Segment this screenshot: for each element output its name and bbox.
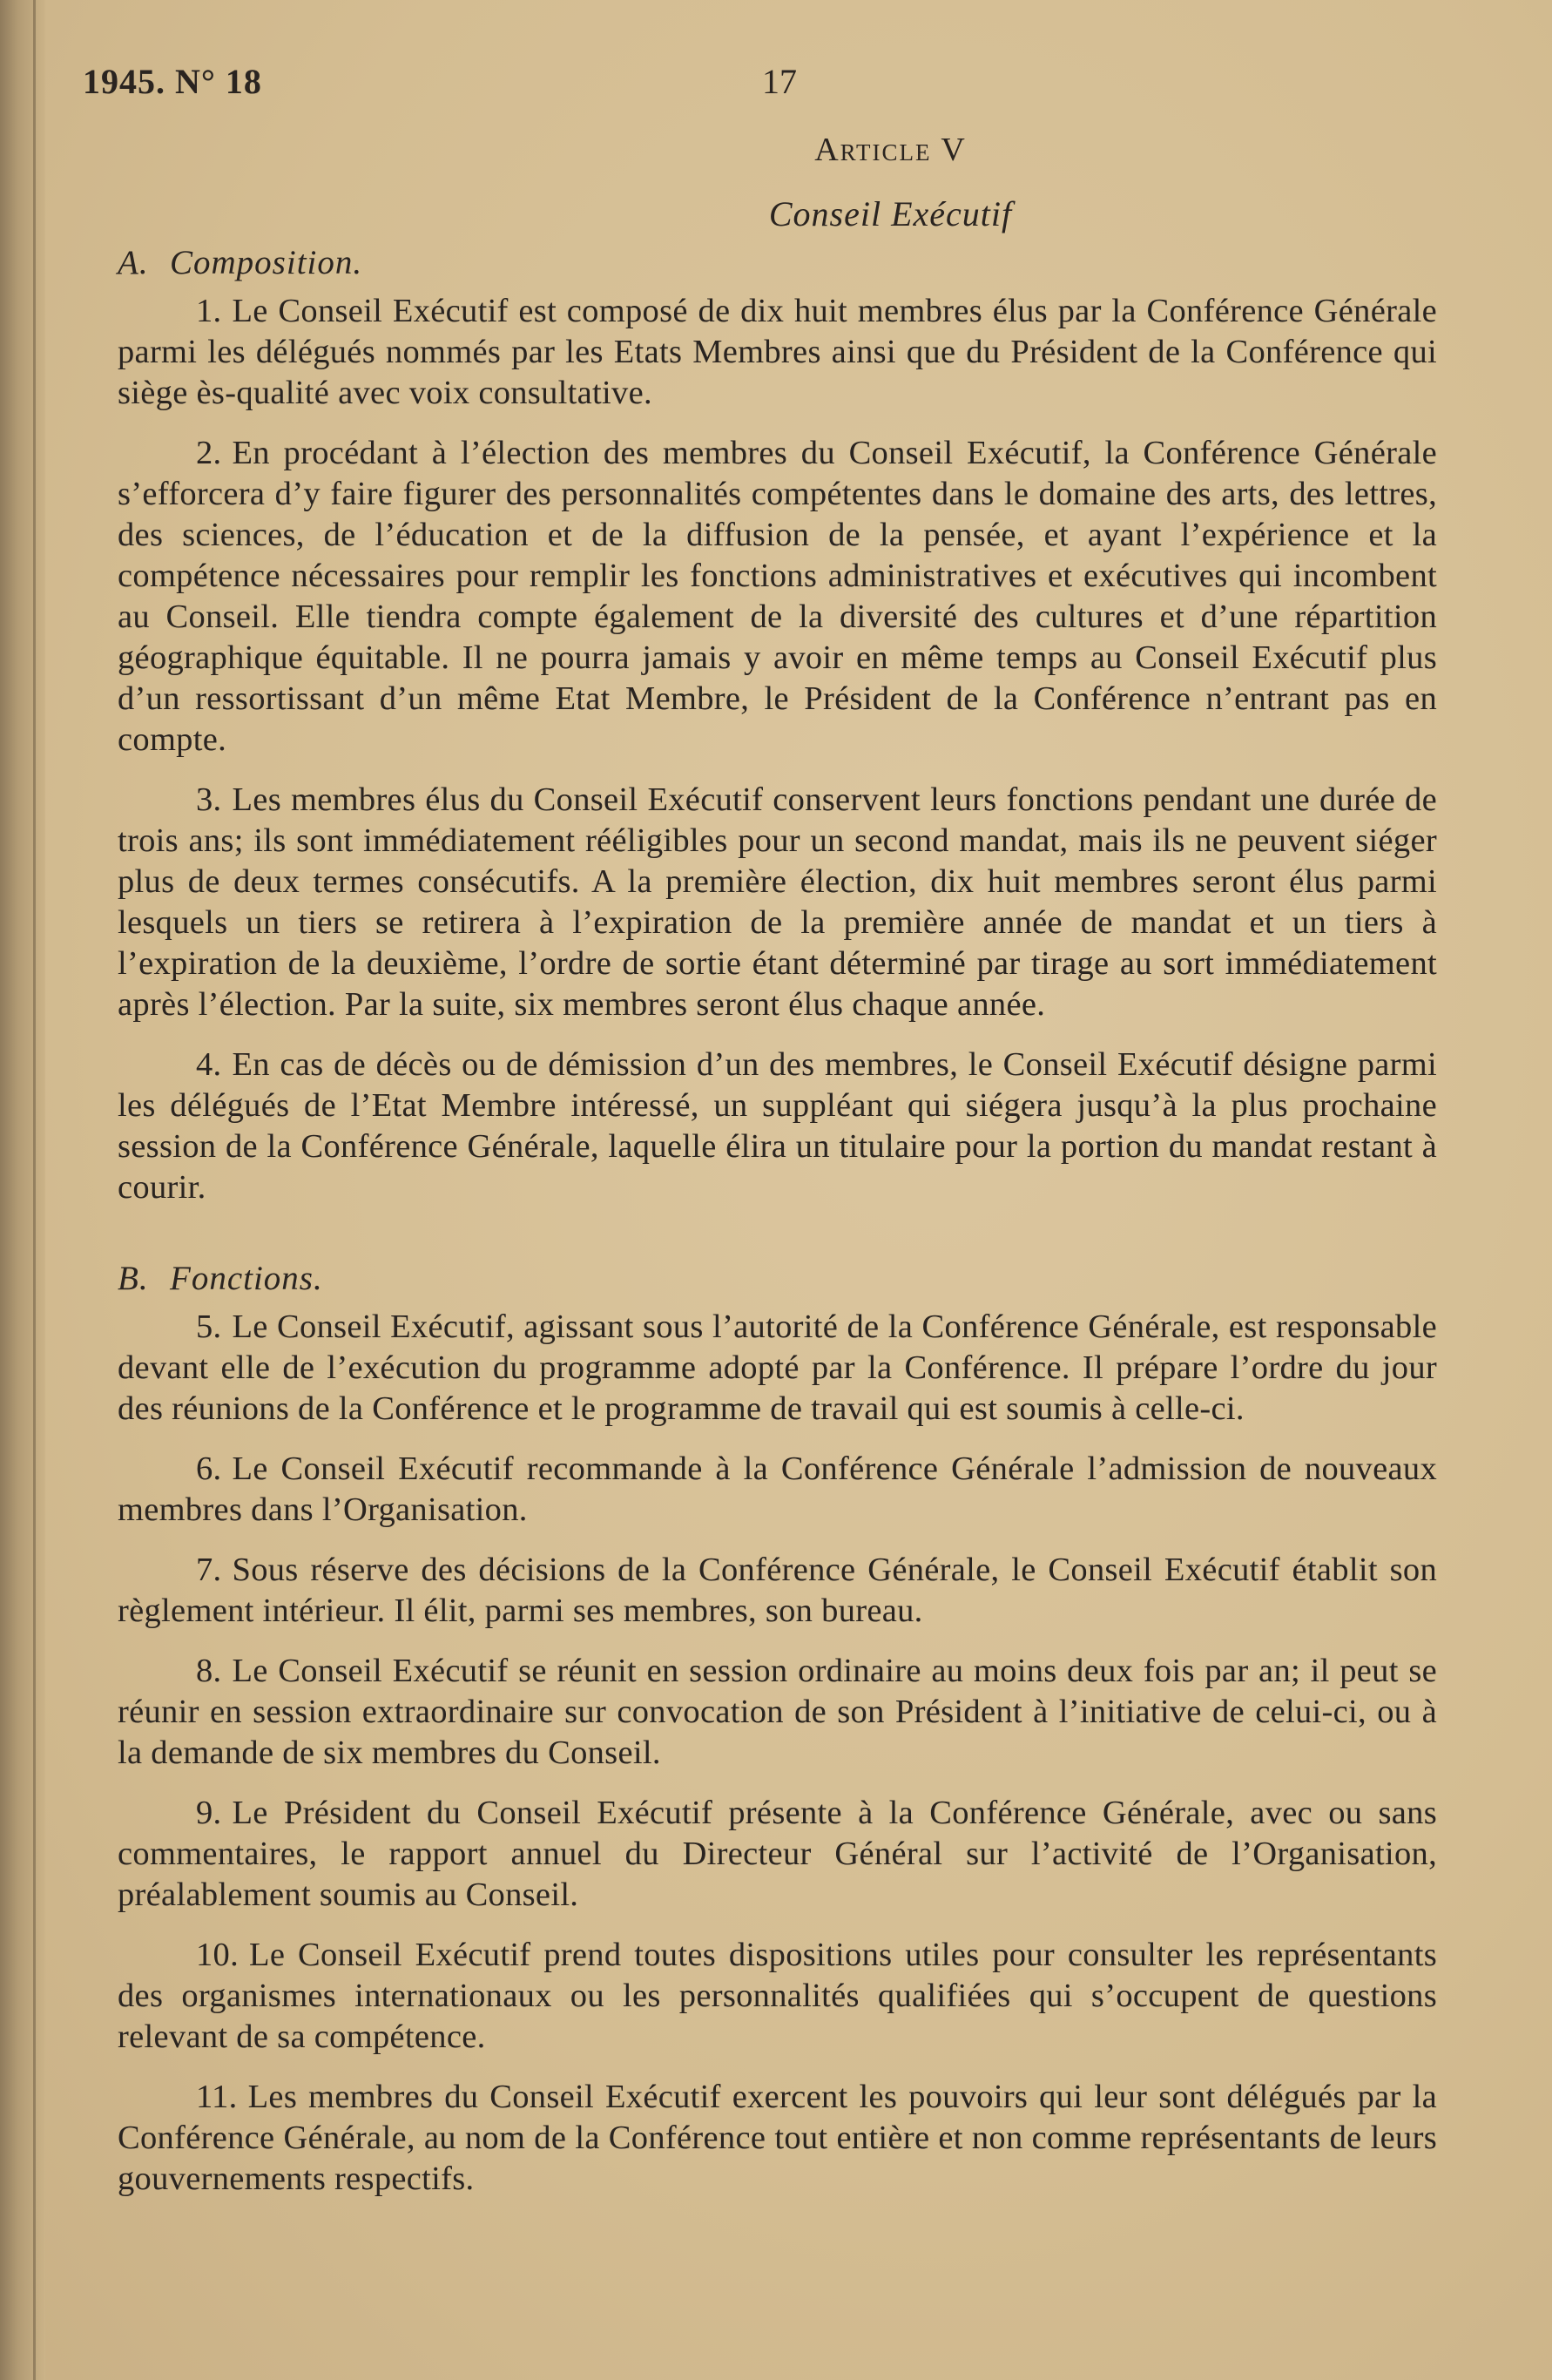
paragraph-number: 2. (196, 435, 222, 471)
paragraph-number: 9. (196, 1795, 222, 1831)
section-heading-composition (118, 243, 1437, 282)
paragraph-number: 7. (196, 1552, 222, 1588)
section-letter: B. (118, 1260, 149, 1297)
paragraph-text: Les membres élus du Conseil Exécutif conservent leurs fonctions pendant une durée de trois ans; ils sont immédiatement rééligibles pour un second mandat, mais ils ne peuvent siéger plus de deux termes consécutifs. A la première élection, dix huit membres seront élus parmi lesquels un tiers se retirera à l’expiration de la première année de mandat et un tiers à l’expiration de la deuxième, l’ordre de sortie étant déterminé par tirage au sort immédiatement après l’élection. Par la suite, six membres seront élus chaque année. (118, 781, 1437, 1023)
paragraph-text: Le Conseil Exécutif prend toutes dispositions utiles pour consulter les représentants des organismes internationaux ou les personnalités qualifiées qui s’occupent de questions relevant de sa compétence. (118, 1937, 1437, 2055)
paragraph (118, 1793, 1437, 1916)
paragraph-number: 6. (196, 1450, 222, 1487)
article-title: Article V (814, 132, 967, 168)
paragraph (118, 780, 1437, 1025)
section-spacer (118, 1227, 1437, 1259)
page-content (118, 131, 1437, 2219)
paragraph-text: En procédant à l’élection des membres du Conseil Exécutif, la Conférence Générale s’efforcera d’y faire figurer des personnalités compétentes dans le domaine des arts, des lettres, des sciences, de l’éducation et de la diffusion de la pensée, et ayant l’expérience et la compétence nécessaires pour remplir les fonctions administratives et exécutives qui incombent au Conseil. Elle tiendra compte également de la diversité des cultures et d’une répartition géographique équitable. Il ne pourra jamais y avoir en même temps au Conseil Exécutif plus d’un ressortissant d’un même Etat Membre, le Président de la Conférence n’entrant pas en compte. (118, 435, 1437, 758)
paragraph-number: 11. (196, 2079, 238, 2115)
paragraph-number: 8. (196, 1653, 222, 1689)
paragraph-text: Le Conseil Exécutif est composé de dix huit membres élus par la Conférence Générale parmi les délégués nommés par les Etats Membres ainsi que du Président de la Conférence qui siège ès-qualité avec voix consultative. (118, 293, 1437, 411)
paragraph (118, 291, 1437, 414)
paragraph-text: Sous réserve des décisions de la Conférence Générale, le Conseil Exécutif établit son règlement intérieur. Il élit, parmi ses membres, son bureau. (118, 1552, 1437, 1629)
section-title: Composition. (170, 244, 363, 281)
section-heading-fonctions (118, 1259, 1437, 1298)
issue-label: 1945. N° 18 (83, 62, 262, 101)
paragraph-number: 5. (196, 1308, 222, 1345)
binding-line (33, 0, 36, 2380)
paragraph (118, 1935, 1437, 2058)
paragraph-number: 1. (196, 293, 222, 329)
paragraph (118, 433, 1437, 761)
paragraph (118, 1651, 1437, 1774)
paragraph-text: Le Conseil Exécutif recommande à la Conférence Générale l’admission de nouveaux membres dans l’Organisation. (118, 1450, 1437, 1528)
paragraph (118, 2077, 1437, 2200)
paragraph-text: Le Conseil Exécutif, agissant sous l’autorité de la Conférence Générale, est responsable devant elle de l’exécution du programme adopté par la Conférence. Il prépare l’ordre du jour des réunions de la Conférence et le programme de travail qui est soumis à celle-ci. (118, 1308, 1437, 1427)
page-number: 17 (762, 62, 797, 101)
section-letter: A. (118, 244, 149, 281)
book-gutter (0, 0, 45, 2380)
paragraph-text: En cas de décès ou de démission d’un des membres, le Conseil Exécutif désigne parmi les délégués de l’Etat Membre intéressé, un suppléant qui siégera jusqu’à la plus prochaine session de la Conférence Générale, laquelle élira un titulaire pour la portion du mandat restant à courir. (118, 1046, 1437, 1206)
section-title: Fonctions. (170, 1260, 323, 1297)
paragraph-number: 3. (196, 781, 222, 818)
paragraph-number: 10. (196, 1937, 240, 1973)
page-header (83, 61, 1441, 113)
paragraph-text: Le Conseil Exécutif se réunit en session ordinaire au moins deux fois par an; il peut se réunir en session extraordinaire sur convocation de son Président à l’initiative de celui-ci, ou à la demande de six membres du Conseil. (118, 1653, 1437, 1771)
paragraph (118, 1307, 1437, 1430)
paragraph (118, 1449, 1437, 1531)
paragraph-text: Le Président du Conseil Exécutif présente à la Conférence Générale, avec ou sans commentaires, le rapport annuel du Directeur Général sur l’activité de l’Organisation, préalablement soumis au Conseil. (118, 1795, 1437, 1913)
paragraph (118, 1550, 1437, 1632)
paragraph-text: Les membres du Conseil Exécutif exercent les pouvoirs qui leur sont délégués par la Conférence Générale, au nom de la Conférence tout entière et non comme représentants de leurs gouvernements respectifs. (118, 2079, 1437, 2197)
paragraph-number: 4. (196, 1046, 222, 1083)
article-subtitle: Conseil Exécutif (768, 194, 1013, 233)
paragraph (118, 1045, 1437, 1208)
